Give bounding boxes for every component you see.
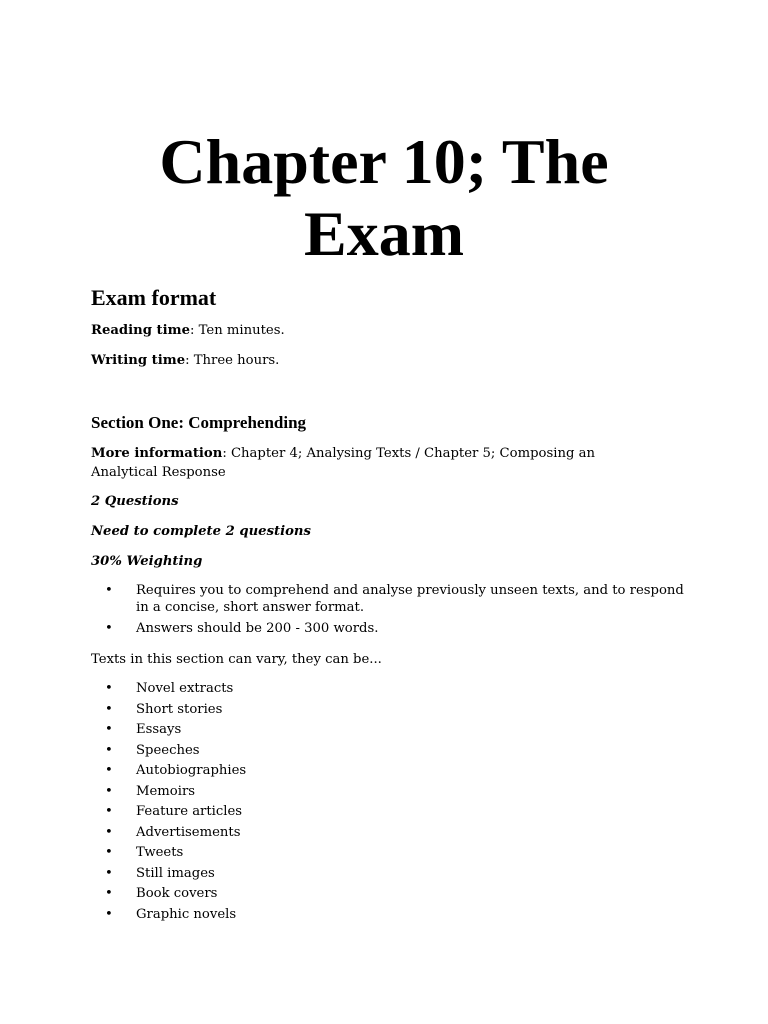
- list-item: • Short stories: [91, 700, 691, 721]
- writing-time-label: Writing time: [91, 353, 186, 368]
- more-information-line: [91, 444, 651, 482]
- list-item: • Essays: [91, 720, 691, 741]
- text-types-list: [91, 679, 691, 925]
- chapter-title-line-1: Chapter 10; The: [159, 126, 609, 197]
- more-information-label: More information: [91, 446, 223, 461]
- list-item: • Speeches: [91, 741, 691, 762]
- writing-time-value: : Three hours.: [185, 353, 280, 368]
- list-item: • Graphic novels: [91, 905, 691, 926]
- list-item: • Book covers: [91, 884, 691, 905]
- requirements-list: [91, 582, 691, 641]
- writing-time-line: [91, 351, 681, 370]
- list-item: • Feature articles: [91, 802, 691, 823]
- chapter-title-line-2: Exam: [304, 198, 464, 269]
- reading-time-label: Reading time: [91, 323, 190, 338]
- list-item: • Answers should be 200 - 300 words.: [91, 620, 691, 637]
- list-item: • Still images: [91, 864, 691, 885]
- questions-count: 2 Questions: [91, 494, 179, 509]
- list-item: • Novel extracts: [91, 679, 691, 700]
- need-to-complete: Need to complete 2 questions: [91, 524, 311, 539]
- weighting: 30% Weighting: [91, 554, 203, 569]
- list-item: • Memoirs: [91, 782, 691, 803]
- section-one-heading: Section One: Comprehending: [91, 413, 307, 432]
- list-item: • Autobiographies: [91, 761, 691, 782]
- list-item: • Advertisements: [91, 823, 691, 844]
- reading-time-value: : Ten minutes.: [189, 323, 285, 338]
- list-item: • Tweets: [91, 843, 691, 864]
- list-item: • Requires you to comprehend and analyse previously unseen texts, and to respond in a concise, short answer format.: [91, 582, 691, 616]
- texts-intro: Texts in this section can vary, they can be...: [91, 652, 382, 667]
- reading-time-line: [91, 321, 681, 340]
- more-information-value: : Chapter 4; Analysing Texts / Chapter 5; Composing an Analytical Response: [91, 446, 595, 480]
- chapter-title: [0, 126, 768, 270]
- exam-format-heading: Exam format: [91, 285, 217, 310]
